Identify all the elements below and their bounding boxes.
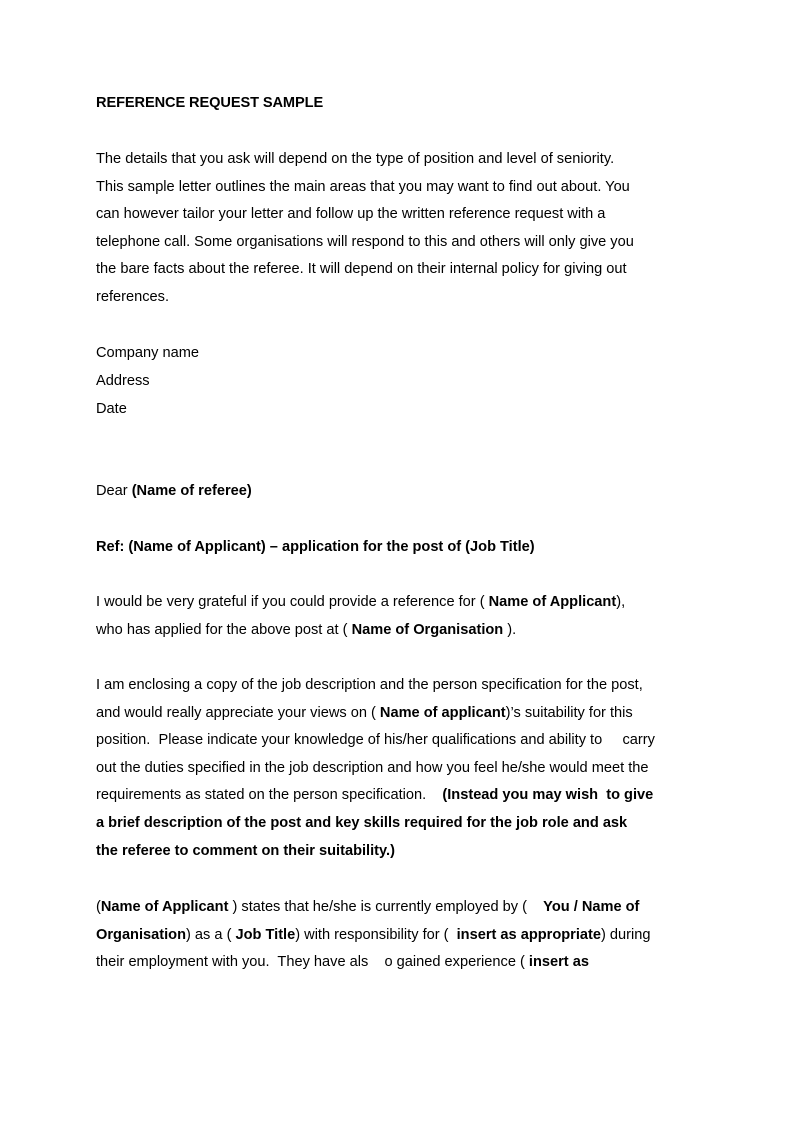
paragraph-employment: [96, 897, 716, 980]
text-run: )’s suitability for this: [505, 704, 633, 721]
instruction-note: (Instead you may wish to give: [442, 787, 654, 804]
text-run: who has applied for the above post at (: [96, 621, 352, 638]
text-run: I would be very grateful if you could provide a reference for (: [96, 594, 489, 610]
paragraph-line: [96, 952, 716, 980]
insert-placeholder: insert as: [528, 954, 589, 971]
paragraph-line: [96, 813, 716, 841]
paragraph-enclosing: [96, 675, 716, 868]
job-title-placeholder: Job Title: [235, 926, 296, 943]
text-run: (: [96, 899, 101, 915]
text-run: ),: [616, 594, 626, 610]
organisation-name-placeholder: Name of Organisation: [351, 621, 504, 638]
paragraph-line: position. Please indicate your knowledge of his/her qualifications and ability to carry: [96, 732, 655, 749]
instruction-note: the referee to comment on their suitability.): [96, 842, 395, 859]
intro-line: This sample letter outlines the main areas that you may want to find out about. You: [96, 178, 630, 195]
paragraph-line: I am enclosing a copy of the job description and the person specification for the post,: [96, 677, 643, 693]
paragraph-line: [96, 620, 716, 648]
intro-line: can however tailor your letter and follow up the written reference request with a: [96, 206, 606, 223]
paragraph-line: [96, 897, 716, 925]
salutation: [96, 481, 252, 502]
instruction-note: a brief description of the post and key skills required for the job role and ask: [96, 814, 628, 831]
applicant-name-placeholder: Name of applicant: [379, 704, 506, 721]
text-run: ).: [503, 621, 517, 638]
text-run: ) as a (: [186, 926, 236, 943]
intro-line: telephone call. Some organisations will respond to this and others will only give you: [96, 233, 634, 250]
intro-line: references.: [96, 288, 170, 305]
company-name: Company name: [96, 345, 200, 361]
text-run: and would really appreciate your views on (: [96, 704, 380, 721]
reference-line: Ref: (Name of Applicant) – application for the post of (Job Title): [96, 539, 535, 555]
organisation-placeholder: You / Name of: [543, 899, 640, 915]
salutation-dear: Dear: [96, 483, 132, 499]
text-run: their employment with you. They have als o gained experience (: [96, 954, 529, 971]
text-run: ) with responsibility for (: [295, 926, 457, 943]
document-title: REFERENCE REQUEST SAMPLE: [96, 95, 324, 111]
intro-line: The details that you ask will depend on the type of position and level of seniority.: [96, 151, 615, 167]
text-run: ) during: [601, 926, 651, 943]
paragraph-line: [96, 925, 716, 953]
insert-placeholder: insert as appropriate: [456, 926, 601, 943]
referee-name-placeholder: (Name of referee): [131, 483, 252, 499]
paragraph-line: [96, 703, 716, 731]
date-line: Date: [96, 400, 127, 417]
address-line: Address: [96, 372, 150, 389]
paragraph-line: [96, 785, 716, 813]
address-block: [96, 343, 199, 426]
text-run: requirements as stated on the person specification.: [96, 787, 443, 804]
text-run: ) states that he/she is currently employed by (: [228, 899, 544, 915]
paragraph-line: out the duties specified in the job description and how you feel he/she would meet the: [96, 759, 649, 776]
applicant-name-placeholder: Name of Applicant: [100, 899, 229, 915]
paragraph-request: [96, 592, 716, 647]
paragraph-line: [96, 841, 716, 869]
intro-line: the bare facts about the referee. It will depend on their internal policy for giving out: [96, 261, 627, 278]
intro-paragraph: [96, 149, 706, 315]
paragraph-line: [96, 592, 716, 620]
organisation-placeholder: Organisation: [96, 926, 187, 943]
applicant-name-placeholder: Name of Applicant: [488, 594, 617, 610]
